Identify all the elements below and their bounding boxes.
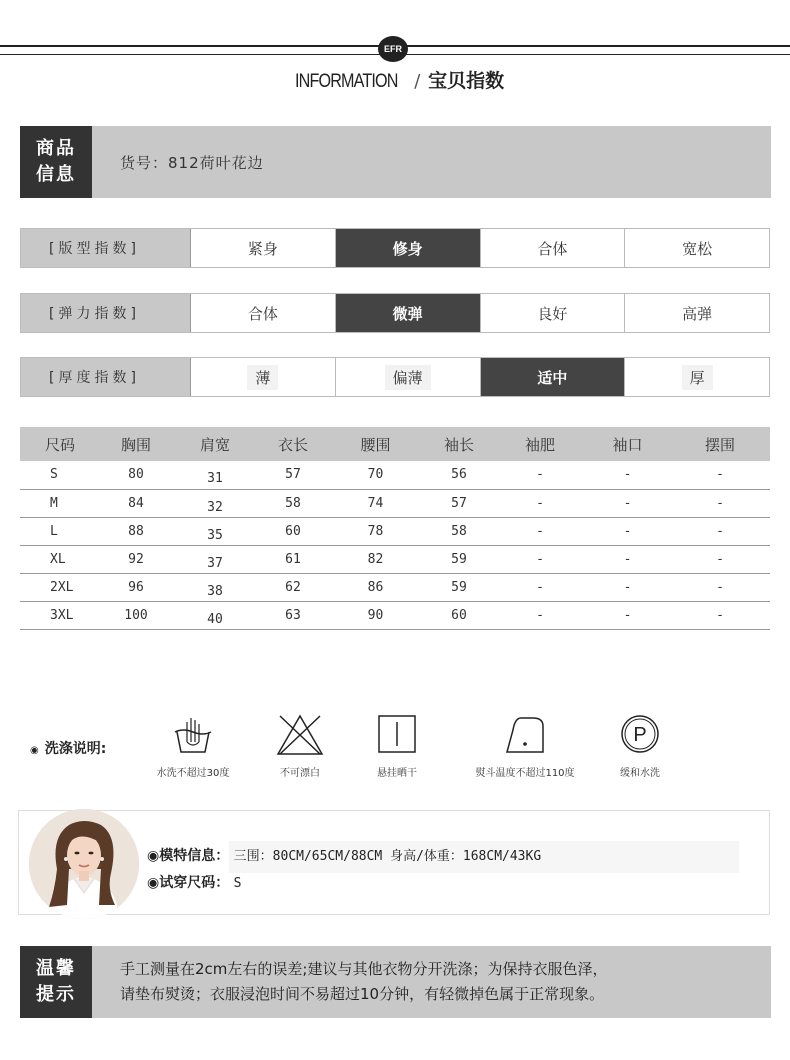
table-cell: M (20, 489, 100, 517)
table-cell: - (495, 489, 585, 517)
table-cell: - (585, 573, 670, 601)
care-item-no-bleach (270, 712, 330, 779)
thickness-option-text: 薄 (247, 365, 278, 390)
warm-tip-label (20, 946, 92, 1018)
care-label: 缓和水洗 (620, 768, 660, 779)
table-cell: 40 (172, 601, 258, 629)
table-cell: 70 (328, 461, 423, 489)
table-cell: 100 (100, 601, 172, 629)
table-cell: 61 (258, 545, 328, 573)
table-row (20, 517, 770, 545)
warm-tip-label-line1: 温馨 (36, 958, 76, 979)
table-cell: 2XL (20, 573, 100, 601)
thickness-option-selected: 适中 (481, 358, 626, 396)
table-cell: 82 (328, 545, 423, 573)
hang-dry-icon (377, 712, 417, 756)
thickness-option (191, 358, 336, 396)
care-item-hang-dry (367, 712, 427, 779)
table-cell: 57 (258, 461, 328, 489)
table-cell: 78 (328, 517, 423, 545)
table-cell: - (670, 573, 770, 601)
product-info-label-line2: 信息 (36, 164, 76, 185)
model-trial-size-value: S (233, 876, 242, 891)
table-cell: 80 (100, 461, 172, 489)
model-measurements-label: ◉模特信息： (147, 848, 230, 864)
dry-clean-p-icon (618, 712, 662, 756)
table-cell: XL (20, 545, 100, 573)
care-label: 水洗不超过30度 (156, 768, 230, 779)
table-cell: 37 (172, 545, 258, 573)
warm-tip-block (20, 946, 771, 1018)
table-row (20, 601, 770, 629)
iron-icon (503, 712, 547, 756)
col-header-sleeve-length: 袖长 (423, 427, 495, 461)
table-cell: - (585, 517, 670, 545)
care-label: 不可漂白 (280, 768, 320, 779)
table-cell: - (585, 601, 670, 629)
col-header-sleeve-width: 袖肥 (495, 427, 585, 461)
table-cell: - (495, 517, 585, 545)
table-cell: 35 (172, 517, 258, 545)
table-cell: 57 (423, 489, 495, 517)
table-cell: - (495, 545, 585, 573)
table-cell: 74 (328, 489, 423, 517)
warm-tip-line1: 手工测量在2cm左右的误差;建议与其他衣物分开洗涤；为保持衣服色泽， (120, 960, 608, 978)
table-cell: 59 (423, 545, 495, 573)
thickness-index-row (20, 357, 770, 397)
fit-option: 合体 (481, 229, 626, 267)
section-title-cn: 宝贝指数 (428, 70, 505, 92)
thickness-option (336, 358, 481, 396)
size-table (20, 427, 770, 630)
table-cell: - (670, 461, 770, 489)
table-cell: L (20, 517, 100, 545)
table-cell: 88 (100, 517, 172, 545)
table-cell: 90 (328, 601, 423, 629)
thickness-option-text: 偏薄 (385, 365, 431, 390)
table-cell: 32 (172, 489, 258, 517)
stretch-option: 高弹 (682, 304, 713, 323)
thickness-index-label: [厚度指数] (21, 358, 191, 396)
table-cell: 60 (423, 601, 495, 629)
no-bleach-icon (275, 712, 325, 756)
model-avatar (29, 809, 139, 919)
table-cell: - (585, 545, 670, 573)
table-cell: S (20, 461, 100, 489)
table-cell: - (585, 489, 670, 517)
table-cell: 62 (258, 573, 328, 601)
table-cell: 38 (172, 573, 258, 601)
stretch-option: 良好 (481, 294, 626, 332)
table-cell: - (495, 601, 585, 629)
table-row (20, 545, 770, 573)
model-measurements-value: 三围：80CM/65CM/88CM 身高/体重：168CM/43KG (233, 849, 542, 864)
table-cell: 86 (328, 573, 423, 601)
table-cell: 3XL (20, 601, 100, 629)
stretch-option: 合体 (191, 294, 336, 332)
model-info-card (18, 810, 770, 915)
care-label: 悬挂晒干 (377, 768, 417, 779)
col-header-waist: 腰围 (328, 427, 423, 461)
table-cell: 31 (172, 461, 258, 489)
care-bullet: ◉ (30, 745, 39, 756)
fit-index-row (20, 228, 770, 268)
stretch-option-selected: 微弹 (336, 294, 481, 332)
model-trial-size-label: ◉试穿尺码： (147, 875, 230, 891)
model-info-lines (147, 843, 541, 897)
table-cell: - (585, 461, 670, 489)
fit-option-selected: 修身 (336, 229, 481, 267)
table-cell: - (670, 545, 770, 573)
product-info-block (20, 126, 771, 198)
model-portrait-image (29, 809, 139, 919)
warm-tip-line2: 请垫布熨烫；衣服浸泡时间不易超过10分钟，有轻微掉色属于正常现象。 (120, 985, 605, 1003)
stretch-index-row (20, 293, 770, 333)
table-cell: 56 (423, 461, 495, 489)
col-header-hem: 摆围 (670, 427, 770, 461)
care-title (30, 738, 106, 758)
table-cell: 59 (423, 573, 495, 601)
product-code: 货号：812荷叶花边 (120, 153, 264, 172)
col-header-cuff: 袖口 (585, 427, 670, 461)
table-cell: - (670, 601, 770, 629)
care-item-gentle-wash (610, 712, 670, 779)
model-trial-size (147, 870, 541, 897)
table-cell: 84 (100, 489, 172, 517)
table-cell: 58 (423, 517, 495, 545)
table-cell: 63 (258, 601, 328, 629)
warm-tip-text (92, 957, 607, 1007)
table-cell: 92 (100, 545, 172, 573)
product-info-label (20, 126, 92, 198)
warm-tip-label-line2: 提示 (36, 984, 76, 1005)
product-info-label-line1: 商品 (36, 138, 76, 159)
care-item-iron (465, 712, 585, 779)
table-cell: 96 (100, 573, 172, 601)
brand-badge: EFR (378, 36, 408, 62)
fit-index-label: [版型指数] (21, 229, 191, 267)
section-title (0, 66, 790, 93)
col-header-shoulder: 肩宽 (172, 427, 258, 461)
model-measurements (147, 843, 541, 870)
thickness-option (625, 358, 769, 396)
section-title-en: INFORMATION (294, 71, 398, 92)
table-cell: 58 (258, 489, 328, 517)
col-header-size: 尺码 (20, 427, 100, 461)
table-row (20, 573, 770, 601)
care-item-hand-wash (148, 712, 238, 779)
care-label: 熨斗温度不超过110度 (475, 768, 575, 779)
fit-option: 紧身 (191, 229, 336, 267)
table-row (20, 489, 770, 517)
table-cell: 60 (258, 517, 328, 545)
hand-wash-icon (173, 712, 213, 756)
care-title-text: 洗涤说明: (44, 741, 107, 757)
thickness-option-text: 厚 (682, 365, 713, 390)
table-cell: - (495, 461, 585, 489)
table-cell: - (670, 517, 770, 545)
size-table-header-row (20, 427, 770, 461)
fit-option: 宽松 (682, 239, 713, 258)
table-cell: - (670, 489, 770, 517)
section-title-separator: / (414, 71, 421, 92)
dry-clean-letter: P (633, 724, 647, 746)
col-header-length: 衣长 (258, 427, 328, 461)
col-header-chest: 胸围 (100, 427, 172, 461)
table-row (20, 461, 770, 489)
table-cell: - (495, 573, 585, 601)
stretch-index-label: [弹力指数] (21, 294, 191, 332)
